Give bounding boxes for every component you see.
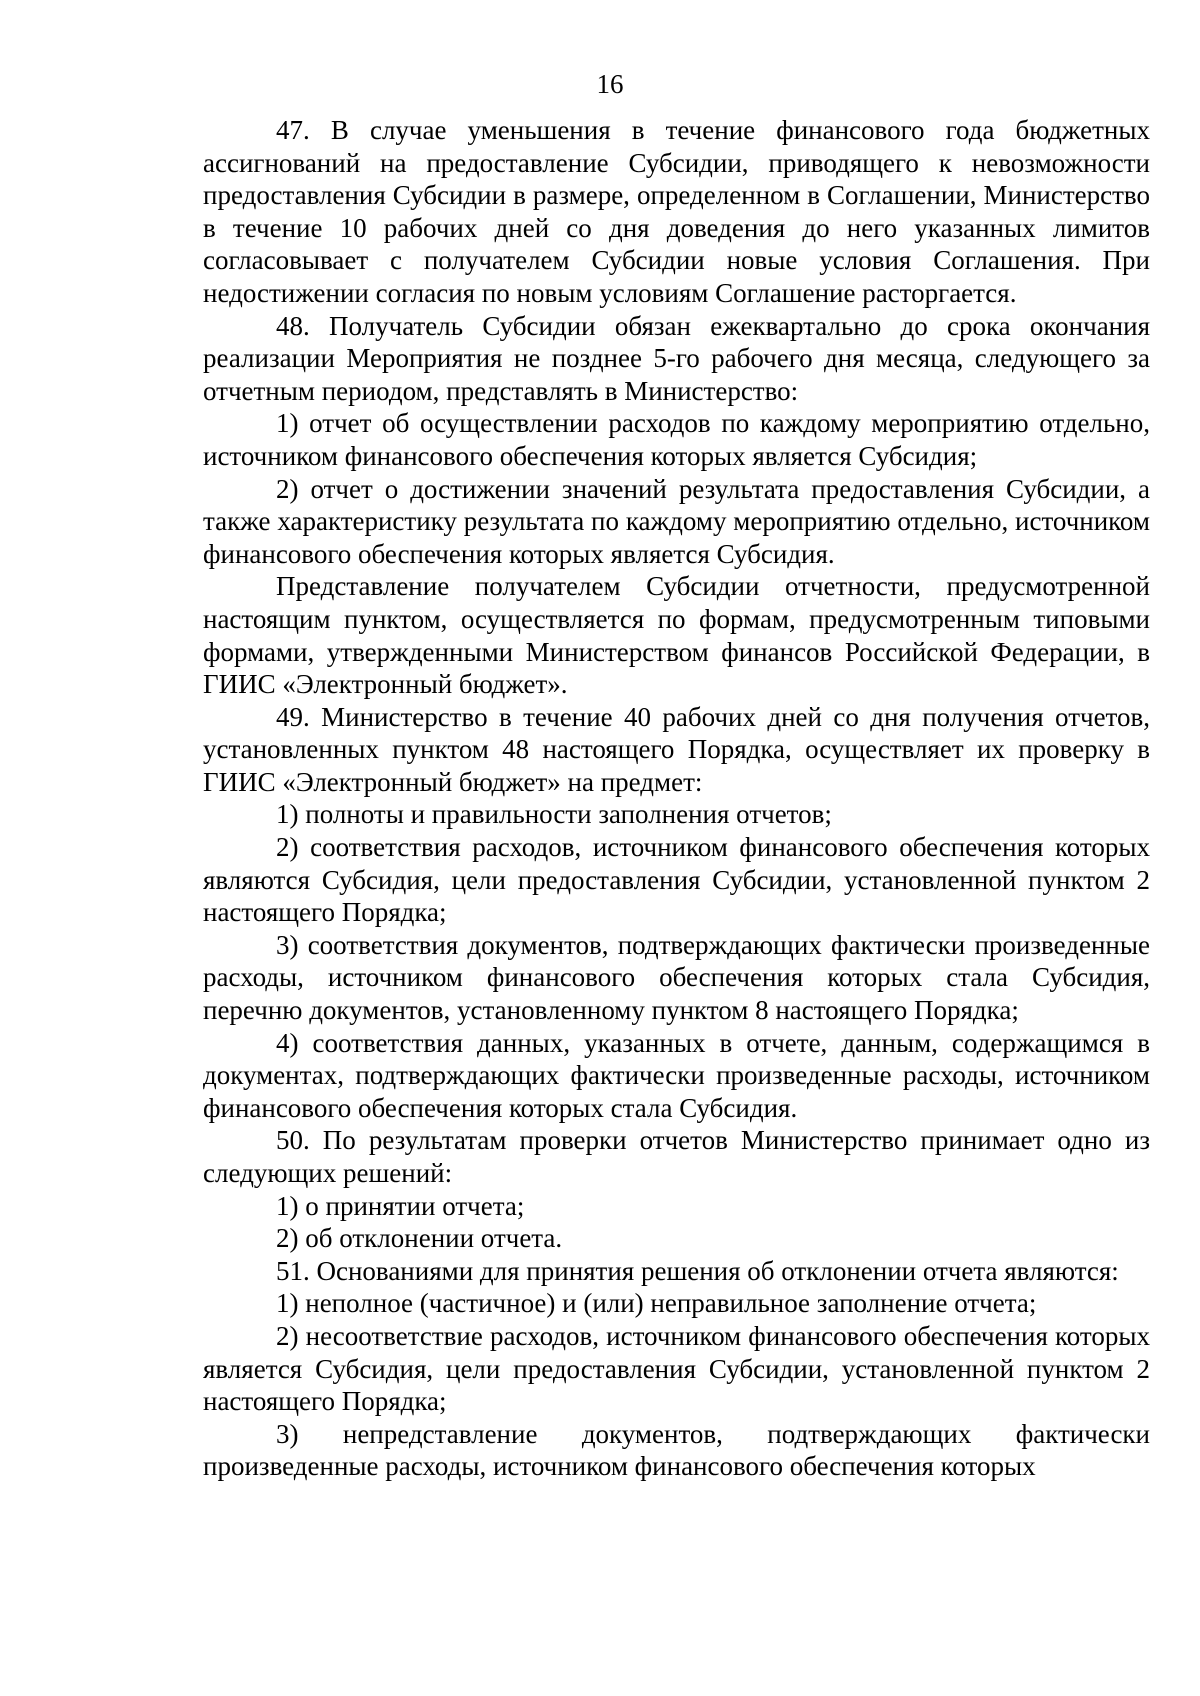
paragraph-48: 48. Получатель Субсидии обязан ежеквартально до срока окончания реализации Мероприятия не позднее 5-го рабочего дня месяца, следующего за отчетным периодом, представлять в Министерство: (203, 310, 1150, 406)
paragraph-51-item-3: 3) непредставление документов, подтверждающих фактически произведенные расходы, источником финансового обеспечения которых (203, 1418, 1150, 1482)
paragraph-49: 49. Министерство в течение 40 рабочих дней со дня получения отчетов, установленных пунктом 48 настоящего Порядка, осуществляет их проверку в ГИИС «Электронный бюджет» на предмет: (203, 701, 1150, 797)
paragraph-50-item-1: 1) о принятии отчета; (276, 1190, 525, 1221)
paragraph-49-item-2: 2) соответствия расходов, источником финансового обеспечения которых являются Субсидия, цели предоставления Субсидии, установленной пунктом 2 настоящего Порядка; (203, 832, 1150, 928)
paragraph-48-item-1: 1) отчет об осуществлении расходов по каждому мероприятию отдельно, источником финансового обеспечения которых является Субсидия; (203, 408, 1150, 471)
document-body (203, 114, 1150, 1483)
paragraph-49-item-1: 1) полноты и правильности заполнения отчетов; (276, 799, 832, 830)
page-number: 16 (596, 69, 624, 99)
paragraph-51: 51. Основаниями для принятия решения об отклонении отчета являются: (276, 1255, 1119, 1286)
paragraph-48-item-2: 2) отчет о достижении значений результата предоставления Субсидии, а также характеристику результата по каждому мероприятию отдельно, источником финансового обеспечения которых является Субсидия. (203, 473, 1150, 569)
paragraph-48-reporting-forms: Представление получателем Субсидии отчетности, предусмотренной настоящим пунктом, осуществляется по формам, предусмотренным типовыми формами, утвержденными Министерством финансов Российской Федерации, в ГИИС «Электронный бюджет». (203, 571, 1150, 700)
paragraph-51-item-2: 2) несоответствие расходов, источником финансового обеспечения которых является Субсидия, цели предоставления Субсидии, установленной пунктом 2 настоящего Порядка; (203, 1320, 1150, 1417)
paragraph-49-item-3: 3) соответствия документов, подтверждающих фактически произведенные расходы, источником финансового обеспечения которых стала Субсидия, перечню документов, установленному пунктом 8 настоящего Порядка; (203, 929, 1150, 1026)
paragraph-49-item-4: 4) соответствия данных, указанных в отчете, данным, содержащимся в документах, подтверждающих фактически произведенные расходы, источником финансового обеспечения которых стала Субсидия. (203, 1027, 1150, 1123)
paragraph-50: 50. По результатам проверки отчетов Министерство принимает одно из следующих решений: (203, 1125, 1150, 1188)
paragraph-50-item-2: 2) об отклонении отчета. (276, 1223, 563, 1254)
paragraph-47: 47. В случае уменьшения в течение финансового года бюджетных ассигнований на предоставление Субсидии, приводящего к невозможности предоставления Субсидии в размере, определенном в Соглашении, Министерство в течение 10 рабочих дней со дня доведения до него указанных лимитов согласовывает с получателем Субсидии новые условия Соглашения. При недостижении согласия по новым условиям Соглашение расторгается. (203, 115, 1150, 308)
paragraph-51-item-1: 1) неполное (частичное) и (или) неправильное заполнение отчета; (276, 1288, 1037, 1319)
